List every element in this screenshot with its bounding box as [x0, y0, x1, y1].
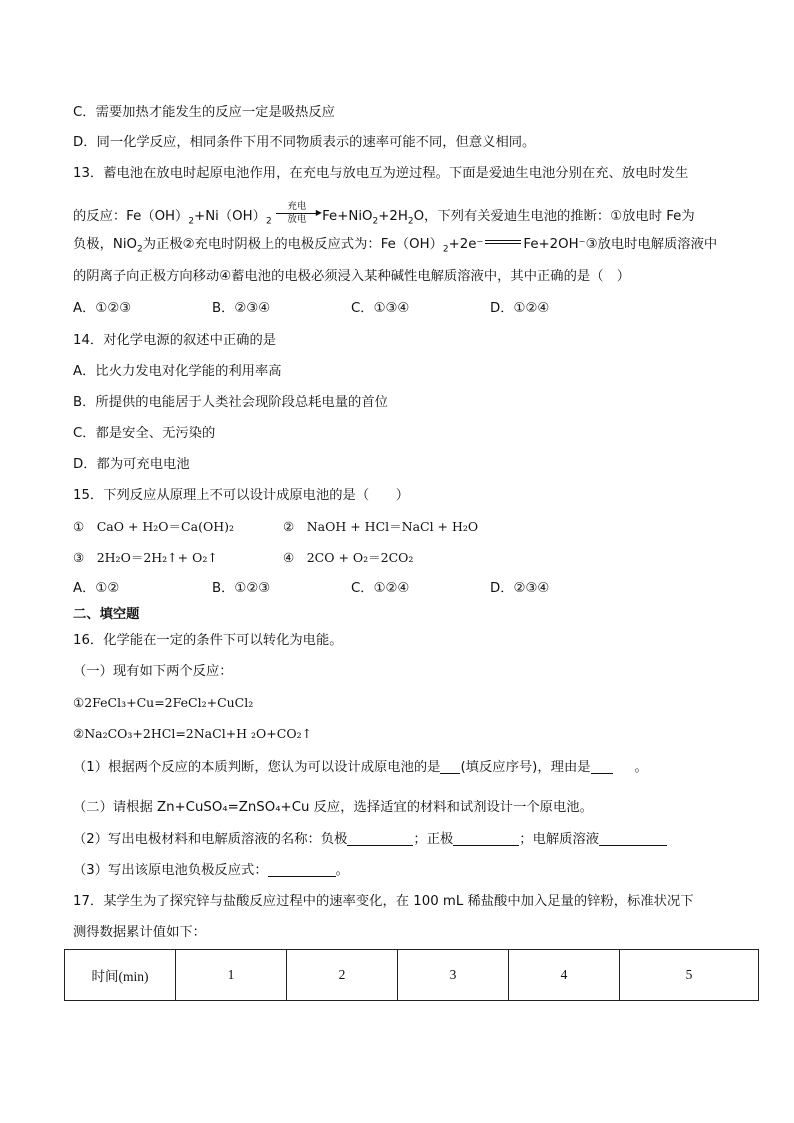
q14-stem: 14．对化学电源的叙述中正确的是: [73, 333, 277, 348]
answer-blank[interactable]: [599, 831, 667, 846]
q14-option-c: C．都是安全、无污染的: [73, 426, 216, 441]
q13-stem-line1: 13．蓄电池在放电时起原电池作用，在充电与放电互为逆过程。下面是爱迪生电池分别在充、放电时发生: [73, 166, 689, 181]
q15-reaction-2: ② NaOH + HCl＝NaCl + H₂O: [283, 519, 479, 534]
q12-option-d: D．同一化学反应，相同条件下用不同物质表示的速率可能不同，但意义相同。: [73, 135, 536, 150]
q16-part2: （二）请根据 Zn+CuSO₄=ZnSO₄+Cu 反应，选择适宜的材料和试剂设计一个原电池。: [73, 800, 593, 815]
q13-stem-line2: 的反应：$Fe(OH)_2+Ni(OH)_2$ 充电 放电 ▶ $Fe+NiO_2+2H_2O$，下列有关爱迪生电池的推断：①放电时 Fe为: [73, 201, 695, 227]
section-title: 二、填空题: [73, 607, 140, 622]
q16-sub2: （2）写出电极材料和电解质溶液的名称：负极 ；正极 ；电解质溶液: [73, 830, 667, 850]
table-cell: 3: [398, 950, 509, 1001]
q15-option: C．①②④: [351, 581, 410, 596]
data-table: [64, 949, 759, 1001]
q16-part1: （一）现有如下两个反应：: [73, 664, 233, 679]
q13-option: B．②③④: [212, 301, 271, 316]
q13-option: A．①②③: [73, 301, 132, 316]
q15-reaction-3: ③ 2H₂O＝2H₂↑+ O₂↑: [73, 550, 218, 565]
q15-reaction-4: ④ 2CO + O₂＝2CO₂: [283, 550, 414, 565]
q16-equation-1: ①2FeCl₃+Cu=2FeCl₂+CuCl₂: [73, 695, 254, 710]
q13-options: [73, 299, 629, 319]
q15-options: [73, 579, 629, 599]
answer-blank[interactable]: [591, 759, 613, 774]
q15-option: B．①②③: [212, 581, 271, 596]
table-header-cell: 时间(min): [65, 950, 176, 1001]
q15-option: D．②③④: [490, 581, 550, 596]
q13-stem-line4: 的阴离子向正极方向移动④蓄电池的电极必须浸入某种碱性电解质溶液中，其中正确的是（ ）: [73, 269, 631, 284]
table-row: [65, 950, 759, 1001]
q13-stem-line3: 负极，NiO$_2$为正极②充电时阴极上的电极反应式为：$Fe(OH)_2+2e^-$ Fe+2OH⁻③放电时电解质溶液中: [73, 237, 718, 255]
answer-blank[interactable]: [440, 759, 460, 774]
q15-option: A．①②: [73, 581, 120, 596]
q17-stem-line2: 测得数据累计值如下：: [73, 925, 206, 940]
q13-option: D．①②④: [490, 301, 550, 316]
q16-sub3: （3）写出该原电池负极反应式： 。: [73, 863, 349, 878]
q14-option-a: A．比火力发电对化学能的利用率高: [73, 364, 282, 379]
answer-blank[interactable]: [347, 831, 413, 846]
q14-option-b: B．所提供的电能居于人类社会现阶段总耗电量的首位: [73, 395, 388, 410]
table-cell: 4: [509, 950, 620, 1001]
answer-blank[interactable]: [268, 862, 336, 877]
table-cell: 2: [287, 950, 398, 1001]
q14-option-d: D．都为可充电电池: [73, 457, 190, 472]
q17-stem-line1: 17．某学生为了探究锌与盐酸反应过程中的速率变化，在 100 mL 稀盐酸中加入足量的锌粉，标准状况下: [73, 894, 694, 909]
q15-reaction-1: ① CaO + H₂O＝Ca(OH)₂: [73, 519, 234, 534]
reversible-arrow: 充电 放电 ▶: [276, 202, 318, 225]
q16-stem: 16．化学能在一定的条件下可以转化为电能。: [73, 633, 343, 648]
arrow-head-icon: ▶: [315, 208, 322, 217]
q12-option-c: C．需要加热才能发生的反应一定是吸热反应: [73, 105, 335, 120]
table-cell: 1: [176, 950, 287, 1001]
equals-bar: [485, 240, 521, 244]
q16-sub1: （1）根据两个反应的本质判断，您认为可以设计成原电池的是 (填反应序号)，理由是 。: [73, 760, 648, 775]
q15-stem: 15．下列反应从原理上不可以设计成原电池的是（ ）: [73, 488, 410, 503]
q13-option: C．①③④: [351, 301, 410, 316]
answer-blank[interactable]: [453, 831, 519, 846]
q15-reactions-row2: [73, 548, 413, 568]
q16-equation-2: ②Na₂CO₃+2HCl=2NaCl+H ₂O+CO₂↑: [73, 726, 313, 741]
table-cell: 5: [620, 950, 759, 1001]
q15-reactions-row1: [73, 517, 478, 537]
